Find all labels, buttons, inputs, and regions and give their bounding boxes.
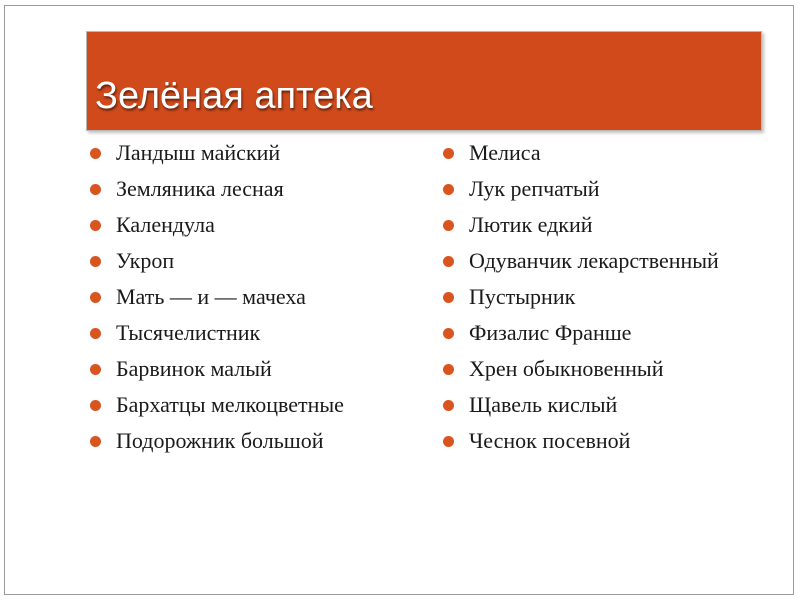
list-item-text: Тысячелистник — [116, 320, 261, 345]
list-item-text: Бархатцы мелкоцветные — [116, 392, 344, 417]
bullet-dot-icon — [90, 436, 101, 447]
list-item-text: Мелиса — [469, 140, 541, 165]
list-item — [89, 392, 429, 418]
bullet-dot-icon — [443, 184, 454, 195]
bullet-dot-icon — [90, 328, 101, 339]
list-item — [442, 140, 782, 166]
list-item-text: Подорожник большой — [116, 428, 324, 453]
bullet-dot-icon — [443, 256, 454, 267]
list-item — [442, 392, 782, 418]
bullet-dot-icon — [90, 184, 101, 195]
list-item-text: Укроп — [116, 248, 175, 273]
list-item-text: Хрен обыкновенный — [469, 356, 664, 381]
bullet-dot-icon — [443, 148, 454, 159]
bullet-dot-icon — [90, 400, 101, 411]
bullet-dot-icon — [443, 292, 454, 303]
list-item — [89, 320, 429, 346]
bullet-dot-icon — [443, 220, 454, 231]
list-item — [442, 248, 782, 274]
bullet-dot-icon — [443, 400, 454, 411]
list-item-text: Чеснок посевной — [469, 428, 631, 453]
list-item — [89, 284, 429, 310]
list-item-text: Лук репчатый — [469, 176, 600, 201]
list-item — [89, 428, 429, 454]
list-item — [442, 320, 782, 346]
list-item-text: Физалис Франше — [469, 320, 632, 345]
list-item — [89, 140, 429, 166]
list-item — [442, 428, 782, 454]
right-bullet-list — [442, 140, 782, 464]
bullet-dot-icon — [443, 328, 454, 339]
bullet-dot-icon — [90, 220, 101, 231]
list-item — [89, 176, 429, 202]
list-item — [89, 248, 429, 274]
list-item-text: Щавель кислый — [469, 392, 618, 417]
list-item-text: Ландыш майский — [116, 140, 281, 165]
list-item — [442, 176, 782, 202]
slide-title: Зелёная аптека — [95, 75, 373, 117]
list-item-text: Лютик едкий — [469, 212, 593, 237]
list-item — [442, 356, 782, 382]
list-item-text: Пустырник — [469, 284, 576, 309]
bullet-dot-icon — [90, 364, 101, 375]
list-item — [442, 212, 782, 238]
list-item-text: Одуванчик лекарственный — [469, 248, 719, 273]
title-bar — [86, 31, 762, 131]
list-item-text: Календула — [116, 212, 215, 237]
list-item-text: Мать — и — мачеха — [116, 284, 306, 309]
bullet-dot-icon — [90, 256, 101, 267]
list-item — [89, 356, 429, 382]
slide — [4, 5, 794, 595]
list-item-text: Барвинок малый — [116, 356, 272, 381]
list-item — [442, 284, 782, 310]
bullet-dot-icon — [90, 292, 101, 303]
bullet-dot-icon — [90, 148, 101, 159]
list-item — [89, 212, 429, 238]
bullet-dot-icon — [443, 436, 454, 447]
left-bullet-list — [89, 140, 429, 464]
bullet-dot-icon — [443, 364, 454, 375]
list-item-text: Земляника лесная — [116, 176, 284, 201]
